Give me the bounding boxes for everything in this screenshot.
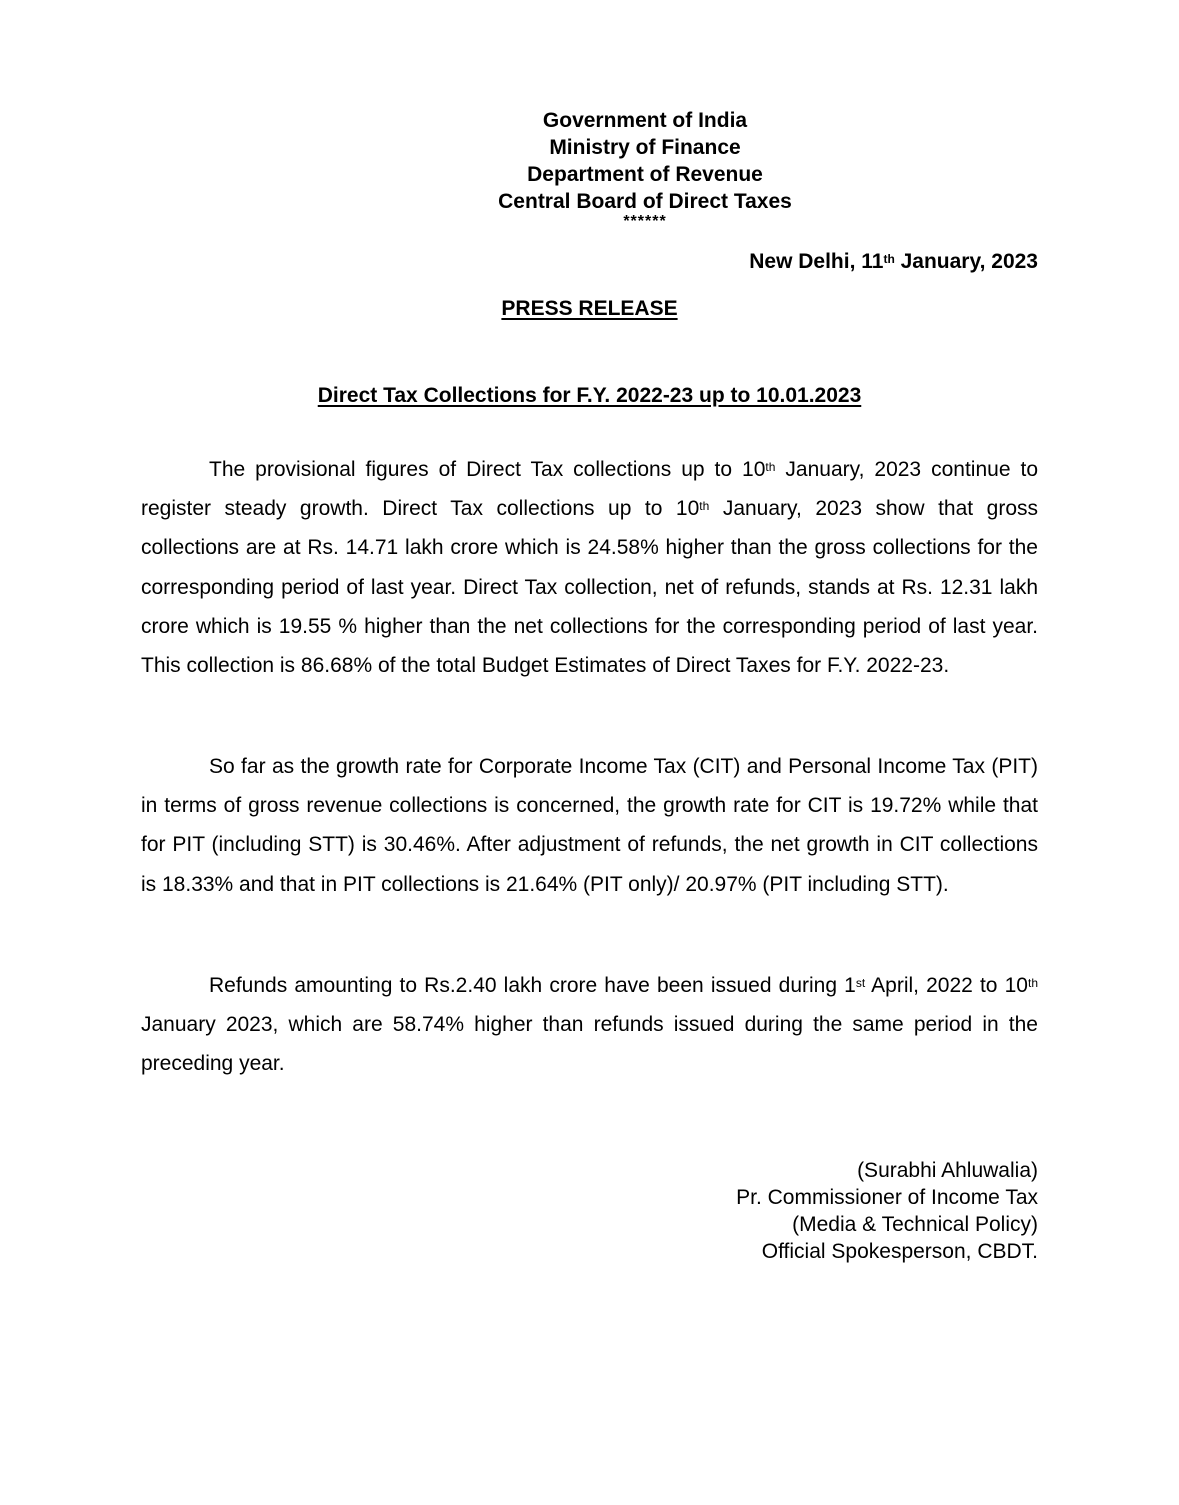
- paragraph-refunds-part3: January 2023, which are 58.74% higher than refunds issued during the same period in the preceding year.: [141, 1013, 1038, 1076]
- paragraph-refunds-part2: April, 2022 to 10: [865, 974, 1028, 997]
- letterhead-board: Central Board of Direct Taxes: [498, 190, 792, 213]
- signature-block: [736, 1157, 1038, 1265]
- paragraph-growth-rates-text: So far as the growth rate for Corporate Income Tax (CIT) and Personal Income Tax (PIT) in terms of gross revenue collections is concerned, the growth rate for CIT is 19.72% while that for PIT (including STT) is 30.46%. After adjustment of refunds, the net growth in CIT collections is 18.33% and that in PIT collections is 21.64% (PIT only)/ 20.97% (PIT including STT).: [141, 755, 1038, 896]
- paragraph-collections-part2: January, 2023 continue to register steady growth. Direct Tax collections up to 10: [141, 458, 1038, 521]
- letterhead: [345, 107, 945, 229]
- press-release-heading: [0, 295, 1179, 323]
- paragraph-collections-part1: The provisional figures of Direct Tax collections up to 10: [209, 458, 766, 481]
- signatory-role: Official Spokesperson, CBDT.: [761, 1240, 1038, 1263]
- subject-heading-text: Direct Tax Collections for F.Y. 2022-23 up to 10.01.2023: [317, 384, 862, 407]
- paragraph-refunds: [141, 966, 1038, 1084]
- subject-heading: [0, 382, 1179, 410]
- letterhead-separator: ******: [623, 213, 667, 230]
- dateline-day-suffix: th: [883, 252, 895, 266]
- signatory-wing: (Media & Technical Policy): [792, 1213, 1038, 1236]
- signatory-designation: Pr. Commissioner of Income Tax: [736, 1186, 1038, 1209]
- letterhead-government: Government of India: [542, 109, 748, 132]
- paragraph-refunds-part1: Refunds amounting to Rs.2.40 lakh crore have been issued during 1: [209, 974, 856, 997]
- letterhead-department: Department of Revenue: [527, 163, 763, 186]
- letterhead-ministry: Ministry of Finance: [549, 136, 741, 159]
- dateline-month-year: January, 2023: [894, 250, 1038, 273]
- ordinal-suffix: th: [699, 499, 710, 514]
- signatory-name: (Surabhi Ahluwalia): [857, 1159, 1038, 1182]
- paragraph-collections-part3: January, 2023 show that gross collections are at Rs. 14.71 lakh crore which is 24.58% higher than the gross collections for the corresponding period of last year. Direct Tax collection, net of refunds, stands at Rs. 12.31 lakh crore which is 19.55 % higher than the net collections for the corresponding period of last year. This collection is 86.68% of the total Budget Estimates of Direct Taxes for F.Y. 2022-23.: [141, 497, 1038, 678]
- paragraph-growth-rates: [141, 747, 1038, 904]
- ordinal-suffix: st: [855, 976, 866, 990]
- dateline: [749, 248, 1038, 276]
- ordinal-suffix: th: [1027, 976, 1038, 990]
- ordinal-suffix: th: [765, 460, 776, 474]
- press-release-heading-text: PRESS RELEASE: [501, 297, 678, 320]
- paragraph-collections: [141, 450, 1038, 685]
- dateline-place-day: New Delhi, 11: [749, 250, 884, 273]
